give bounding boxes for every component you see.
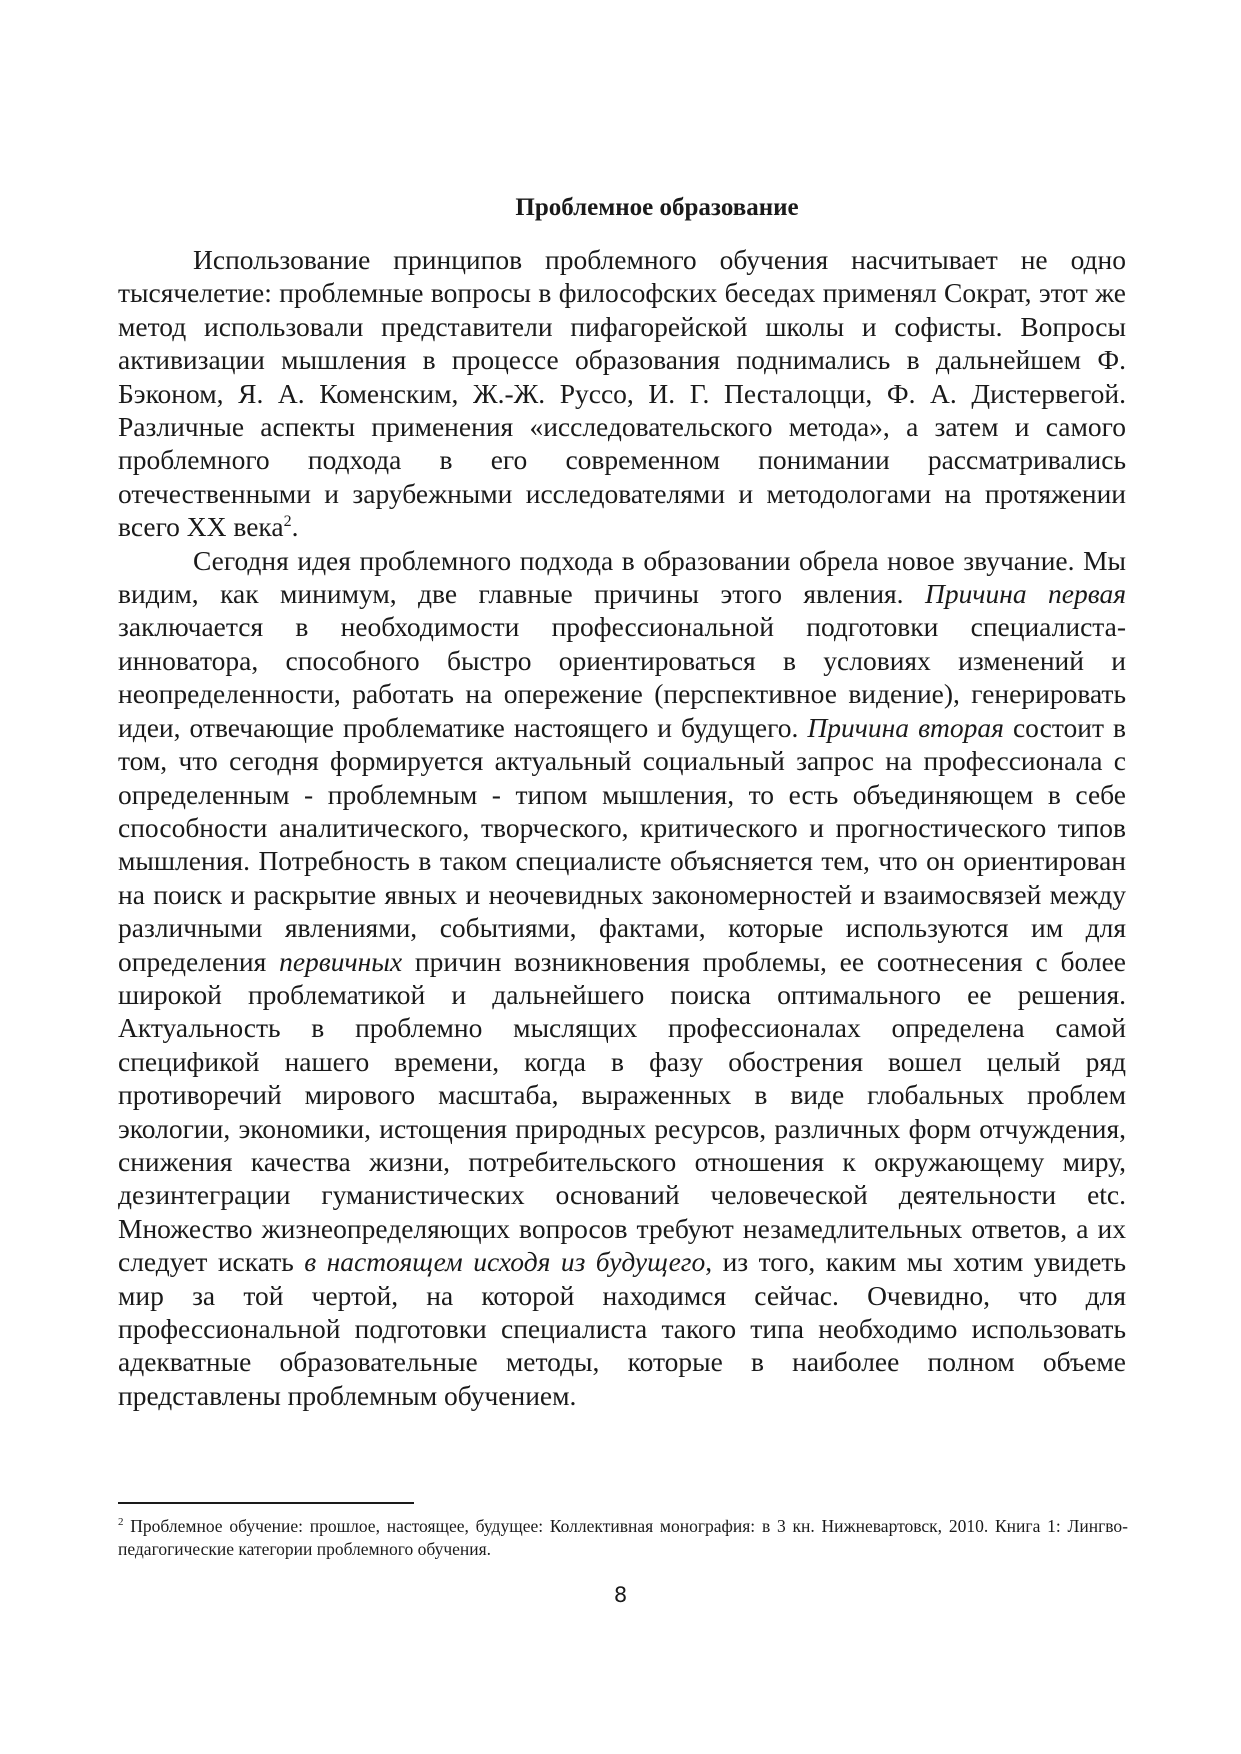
paragraph-2-segment: состоит в том, что сегодня формируется актуальный социальный запрос на профессионала с определенным - проблемным - типом мышления, то есть объединяющем в себе способности аналитического, творческого, критического и прогностического типов мышления. Потребность в таком специалисте объясняется тем, что он ориентирован на поиск и раскрытие явных и неочевидных закономерностей и взаимосвязей между различными явлениями, событиями, фактами, которые используются им для определения	[118, 711, 1126, 977]
footnote-divider	[118, 1502, 414, 1504]
paragraph-2-emphasis: Причина вторая	[807, 711, 1004, 743]
paragraph-2-emphasis: первичных	[279, 945, 403, 977]
paragraph-1-text: Использование принципов проблемного обучения насчитывает не одно тысячелетие: проблемные вопросы в философских беседах применял Сократ, этот же метод использовали представители пифагорейской школы и софисты. Вопросы активизации мышления в процессе образования поднимались в дальнейшем Ф. Бэконом, Я. А. Коменским, Ж.-Ж. Руссо, И. Г. Песталоцци, Ф. А. Дистервегой. Различные аспекты применения «исследовательского метода», а затем и самого проблемного подхода в его современном понимании рассматривались отечественными и зарубежными исследователями и методологами на протяжении всего XX века	[118, 244, 1126, 543]
page-number: 8	[613, 1583, 628, 1607]
paragraph-2-emphasis: Причина первая	[924, 578, 1127, 610]
paragraph-1	[118, 243, 1126, 544]
paragraph-2-segment: Сегодня идея проблемного подхода в образовании обрела новое звучание. Мы видим, как минимум, две главные причины этого явления.	[118, 544, 1126, 610]
footnote-text: Проблемное обучение: прошлое, настоящее, будущее: Коллективная монография: в 3 кн. Нижневартовск, 2010. Книга 1: Лингво-педагогические категории проблемного обучения.	[118, 1516, 1128, 1559]
body-text	[118, 243, 1126, 1412]
paragraph-2	[118, 544, 1126, 1413]
paragraph-2-segment: причин возникновения проблемы, ее соотнесения с более широкой проблематикой и дальнейшего поиска оптимального ее решения. Актуальность в проблемно мыслящих профессионалах определена самой спецификой нашего времени, когда в фазу обострения вошел целый ряд противоречий мирового масштаба, выраженных в виде глобальных проблем экологии, экономики, истощения природных ресурсов, различных форм отчуждения, снижения качества жизни, потребительского отношения к окружающему миру, дезинтеграции гуманистических оснований человеческой деятельности etc. Множество жизнеопределяющих вопросов требуют незамедлительных ответов, а их следует искать	[118, 945, 1126, 1278]
paragraph-1-end: .	[291, 511, 299, 543]
footnote-reference[interactable]: 2	[283, 513, 292, 531]
paragraph-2-emphasis: в настоящем исходя из будущего	[304, 1246, 706, 1278]
footnote-number: 2	[118, 1516, 124, 1529]
page-title: Проблемное образование	[515, 193, 799, 221]
paragraph-2-segment: заключается в необходимости профессиональной подготовки специалиста-инноватора, способного быстро ориентироваться в условиях изменений и неопределенности, работать на опережение (перспективное видение), генерировать идеи, отвечающие проблематике настоящего и будущего.	[118, 611, 1126, 743]
footnote	[118, 1515, 1128, 1561]
paragraph-2-segment: , из того, каким мы хотим увидеть мир за той чертой, на которой находимся сейчас. Очевидно, что для профессиональной подготовки специалиста такого типа необходимо использовать адекватные образовательные методы, которые в наиболее полном объеме представлены проблемным обучением.	[118, 1246, 1126, 1411]
